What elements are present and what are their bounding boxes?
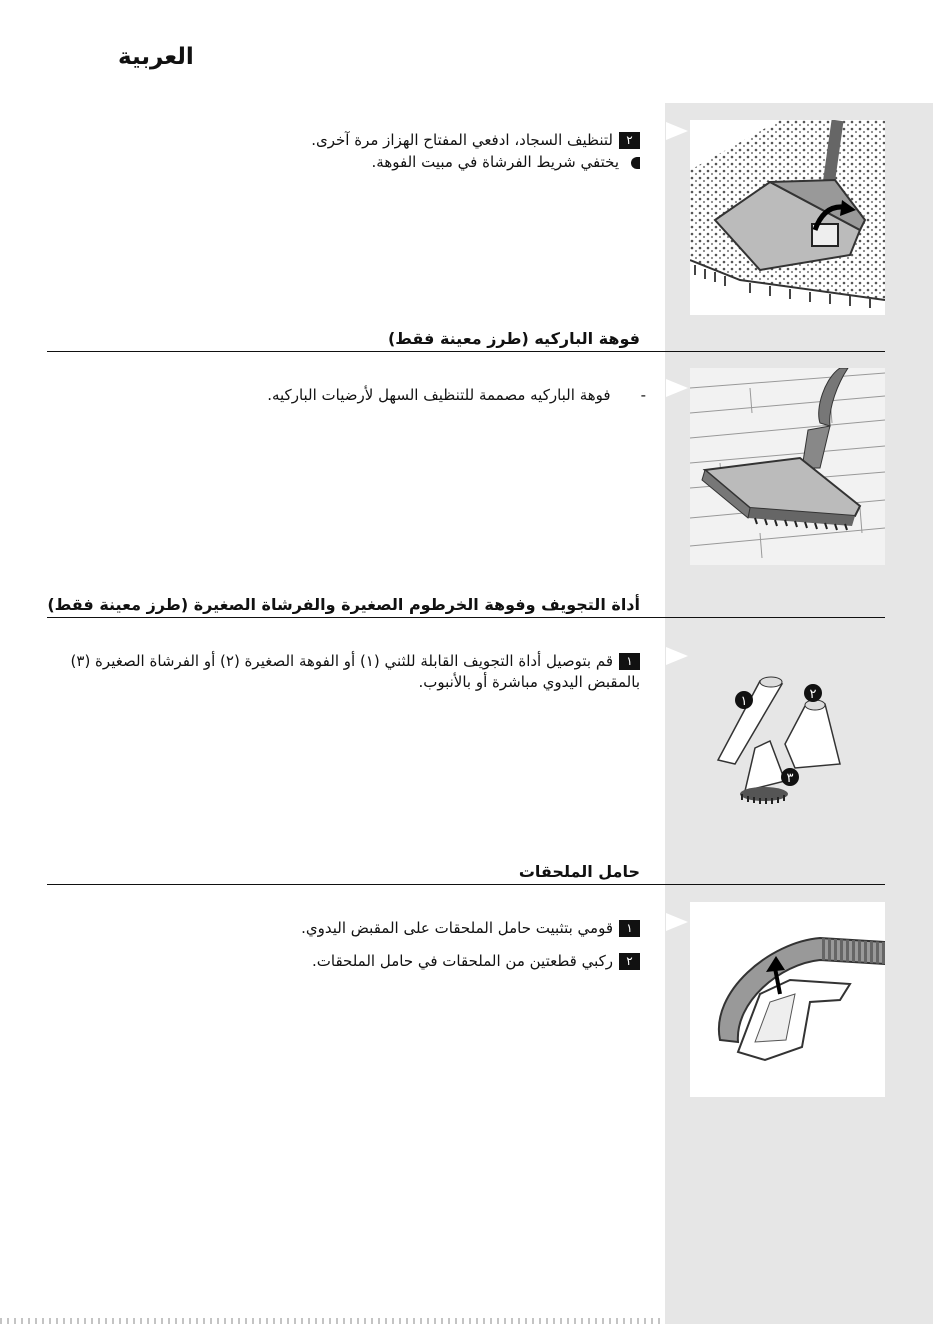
- step-number: ٢: [619, 132, 640, 149]
- step-text-line1: قم بتوصيل أداة التجويف القابلة للثني (١) أو الفوهة الصغيرة (٢) أو الفرشاة الصغيرة (٣): [70, 652, 613, 670]
- step-number: ١: [619, 920, 640, 937]
- tool-label-2: ٢: [809, 687, 817, 702]
- step-parquet: [46, 385, 646, 406]
- heading-accessories: أداة التجويف وفوهة الخرطوم الصغيرة والفرشاة الصغيرة (طرز معينة فقط): [47, 595, 640, 614]
- print-margin-marks: [0, 1318, 665, 1324]
- figure-carpet-nozzle: [690, 120, 885, 315]
- figure-accessory-holder: [690, 902, 885, 1097]
- figure-accessory-tools: [690, 636, 885, 831]
- step-attach-holder: [80, 918, 640, 939]
- result-bullet-icon: [631, 157, 640, 169]
- pointer-arrow-icon: [666, 379, 688, 397]
- figure-parquet-nozzle: [690, 368, 885, 565]
- step-text: فوهة الباركيه مصممة للتنظيف السهل لأرضيات الباركيه.: [267, 386, 611, 404]
- tool-label-1: ١: [740, 694, 748, 709]
- step-number: ١: [619, 653, 640, 670]
- step-text: قومي بتثبيت حامل الملحقات على المقبض اليدوي.: [301, 919, 613, 937]
- step-insert-accessories: [80, 951, 640, 972]
- pointer-arrow-icon: [666, 647, 688, 665]
- step-result: [140, 152, 640, 173]
- step-number: ٢: [619, 953, 640, 970]
- tool-label-3: ٣: [786, 771, 794, 786]
- accessory-holder-icon: [690, 902, 885, 1097]
- parquet-nozzle-icon: [690, 368, 885, 565]
- step-text: ركبي قطعتين من الملحقات في حامل الملحقات.: [311, 952, 613, 970]
- carpet-nozzle-icon: [690, 120, 885, 315]
- heading-parquet: فوهة الباركيه (طرز معينة فقط): [387, 329, 640, 348]
- page-language-title: العربية: [118, 44, 194, 70]
- section-divider: [47, 617, 885, 618]
- step-connect-tools: [40, 651, 640, 693]
- step-carpet: [140, 130, 640, 151]
- dash-marker: -: [640, 386, 646, 404]
- accessory-tools-icon: [690, 636, 885, 831]
- pointer-arrow-icon: [666, 913, 688, 931]
- section-divider: [47, 351, 885, 352]
- step-text-line2: بالمقبض اليدوي مباشرة أو بالأنبوب.: [418, 673, 640, 691]
- heading-accessory-holder: حامل الملحقات: [518, 862, 640, 881]
- pointer-arrow-icon: [666, 122, 688, 140]
- step-text: لتنظيف السجاد، ادفعي المفتاح الهزاز مرة آخرى.: [311, 131, 613, 149]
- section-divider: [47, 884, 885, 885]
- result-text: يختفي شريط الفرشاة في مبيت الفوهة.: [371, 153, 619, 171]
